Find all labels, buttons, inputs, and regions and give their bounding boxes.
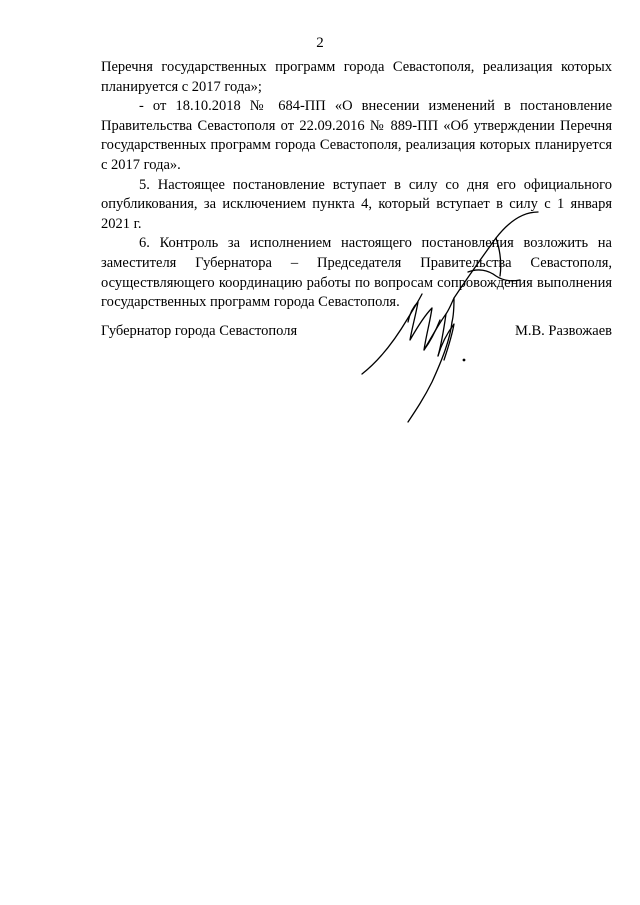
handwritten-signature bbox=[350, 210, 550, 435]
signer-name: М.В. Развожаев bbox=[514, 323, 612, 339]
paragraph-continuation: Перечня государственных программ города Севастополя, реализация которых планируется с 2017 года»; bbox=[101, 59, 612, 95]
paragraph-amendment-item: - от 18.10.2018 № 684-ПП «О внесении изменений в постановление Правительства Севастополя от 22.09.2016 № 889-ПП «Об утверждении Перечня государственных программ города Севастополя, реализация которых планируется с 2017 года». bbox=[101, 98, 612, 173]
signer-title: Губернатор города Севастополя bbox=[101, 323, 298, 339]
page-number: 2 bbox=[316, 35, 324, 51]
paragraph-clause-5: 5. Настоящее постановление вступает в силу со дня его официального опубликования, за исключением пункта 4, который вступает в силу с 1 января 2021 г. bbox=[101, 176, 612, 232]
paragraph-clause-6: 6. Контроль за исполнением настоящего постановления возложить на заместителя Губернатора – Председателя Правительства Севастополя, осуществляющего координацию работы по вопросам сопровождения выполнения государственных программ города Севастополя. bbox=[101, 235, 612, 311]
